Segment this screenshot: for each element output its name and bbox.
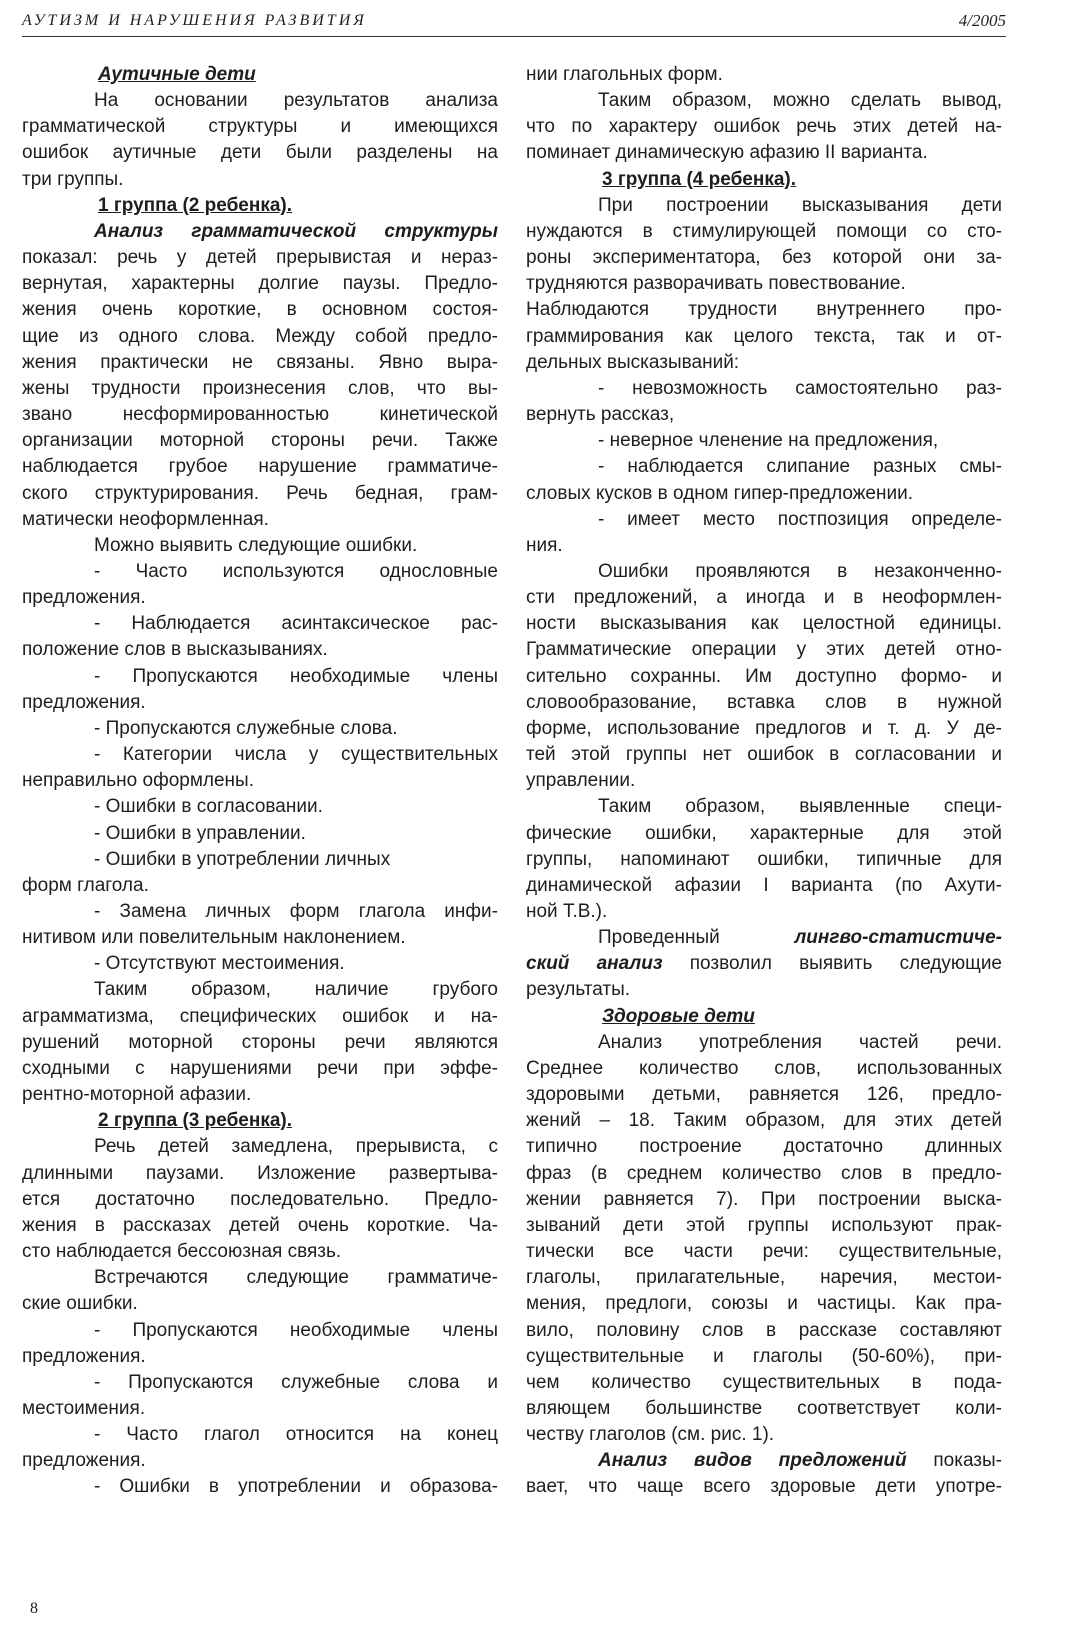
text-line <box>22 1422 498 1448</box>
text-line <box>22 1448 498 1474</box>
text-line <box>526 1422 1002 1448</box>
text-line <box>22 1396 498 1422</box>
text-segment: щие из одного слова. Между собой предло- <box>22 325 498 347</box>
text-segment: фраз (в среднем количество слов в предло- <box>526 1162 1002 1184</box>
text-segment: форме, использование предлогов и т. д. У де- <box>526 717 1002 739</box>
text-line <box>22 716 498 742</box>
text-line <box>22 821 498 847</box>
text-segment: вернуть рассказ, <box>526 404 675 426</box>
text-segment: словообразование, вставка слов в нужной <box>526 691 1002 713</box>
text-segment: рентно-моторной афазии. <box>22 1084 252 1106</box>
text-segment: предложения. <box>22 1450 146 1472</box>
text-segment: существительные и глаголы (50-60%), при- <box>526 1345 1002 1367</box>
text-segment: неправильно оформлены. <box>22 770 254 792</box>
text-segment: - неверное членение на предложения, <box>598 430 939 452</box>
text-segment: тически все части речи: существительные, <box>526 1241 1002 1263</box>
text-segment: - Наблюдается асинтаксическое рас- <box>94 613 498 635</box>
text-segment: рушений моторной стороны речи являются <box>22 1031 498 1053</box>
text-line <box>22 1161 498 1187</box>
text-line <box>526 794 1002 820</box>
text-segment: форм глагола. <box>22 874 149 896</box>
text-segment: предложения. <box>22 587 146 609</box>
text-line <box>22 1265 498 1291</box>
text-segment: сительно сохранны. Им доступно формо- и <box>526 665 1002 687</box>
text-segment: длинными паузами. Изложение развертыва- <box>22 1162 498 1184</box>
text-line <box>22 245 498 271</box>
text-line <box>22 899 498 925</box>
text-segment: Таким образом, можно сделать вывод, <box>598 90 1002 112</box>
text-segment: Ошибки проявляются в незаконченно- <box>598 560 1002 582</box>
text-line <box>526 297 1002 323</box>
text-line <box>526 62 1002 88</box>
text-segment: - Ошибки в согласовании. <box>94 796 323 818</box>
text-segment: предложения. <box>22 1345 146 1367</box>
text-line <box>22 376 498 402</box>
text-segment: - Часто используются однословные <box>94 560 498 582</box>
text-segment: тей этой группы нет ошибок в согласовании и <box>526 744 1002 766</box>
text-line <box>526 1082 1002 1108</box>
text-line <box>526 140 1002 166</box>
text-line <box>526 1344 1002 1370</box>
text-line <box>526 402 1002 428</box>
text-line <box>526 245 1002 271</box>
text-segment: нуждаются в стимулирующей помощи со сто- <box>526 220 1002 242</box>
text-line <box>526 873 1002 899</box>
text-segment: предложения. <box>22 691 146 713</box>
text-line <box>22 1370 498 1396</box>
text-segment: Наблюдаются трудности внутреннего про- <box>526 299 1002 321</box>
text-line <box>22 873 498 899</box>
text-line <box>22 1291 498 1317</box>
text-segment: Таким образом, наличие грубого <box>94 979 498 1001</box>
text-segment: Анализ употребления частей речи. <box>598 1031 1002 1053</box>
text-line <box>22 559 498 585</box>
text-segment: организации моторной стороны речи. Также <box>22 430 498 452</box>
text-line <box>22 664 498 690</box>
text-line <box>526 1474 1002 1500</box>
text-segment: ния. <box>526 534 563 556</box>
text-line <box>526 951 1002 977</box>
text-line <box>22 1344 498 1370</box>
text-segment: Таким образом, выявленные специ- <box>598 796 1002 818</box>
section-heading <box>22 62 498 88</box>
right-column <box>526 62 1002 1501</box>
text-line <box>526 1187 1002 1213</box>
text-segment: сто наблюдается бессоюзная связь. <box>22 1241 342 1263</box>
text-segment: Аутичные дети <box>98 64 256 85</box>
emphasis-text: ский анализ <box>526 953 663 975</box>
text-line <box>22 1187 498 1213</box>
text-line <box>526 847 1002 873</box>
text-line <box>526 716 1002 742</box>
text-segment: трудняются разворачивать повествование. <box>526 273 906 295</box>
text-segment: - Ошибки в употреблении личных <box>94 848 391 870</box>
text-segment: динамической афазии I варианта (по Ахути- <box>526 874 1002 896</box>
text-line <box>526 376 1002 402</box>
text-segment: честву глаголов (см. рис. 1). <box>526 1424 775 1446</box>
text-line <box>526 193 1002 219</box>
text-segment: ские ошибки. <box>22 1293 138 1315</box>
text-segment: жения практически не связаны. Явно выра- <box>22 351 498 373</box>
text-segment: Грамматические операции у этих детей отно- <box>526 639 1002 661</box>
text-line <box>526 1370 1002 1396</box>
text-segment: На основании результатов анализа <box>94 90 498 112</box>
text-line <box>22 1213 498 1239</box>
section-heading <box>526 1004 1002 1030</box>
text-segment: 3 группа (4 ребенка). <box>602 168 797 190</box>
text-line <box>526 821 1002 847</box>
section-heading <box>526 167 1002 193</box>
text-segment: фические ошибки, характерные для этой <box>526 822 1002 844</box>
text-line <box>526 1056 1002 1082</box>
text-line <box>22 925 498 951</box>
text-segment: - Пропускаются необходимые члены <box>94 665 498 687</box>
text-line <box>526 611 1002 637</box>
text-line <box>526 271 1002 297</box>
text-segment: позволил выявить следующие <box>662 953 1002 975</box>
text-line <box>22 1318 498 1344</box>
text-segment: - невозможность самостоятельно раз- <box>598 377 1002 399</box>
text-segment: вило, половину слов в рассказе составляют <box>526 1319 1002 1341</box>
text-line <box>526 481 1002 507</box>
text-segment: вернутая, характерны долгие паузы. Предло- <box>22 273 498 295</box>
text-line <box>22 1004 498 1030</box>
text-line <box>22 350 498 376</box>
text-segment: матически неоформленная. <box>22 508 269 530</box>
text-line <box>22 428 498 454</box>
text-line <box>526 1030 1002 1056</box>
text-line <box>526 454 1002 480</box>
text-line <box>22 88 498 114</box>
text-line <box>22 481 498 507</box>
text-segment: что по характеру ошибок речь этих детей на- <box>526 116 1002 138</box>
text-line <box>526 507 1002 533</box>
text-line <box>22 768 498 794</box>
text-line <box>526 637 1002 663</box>
text-line <box>526 1108 1002 1134</box>
text-segment: 1 группа (2 ребенка). <box>98 194 293 216</box>
text-segment: жений – 18. Таким образом, для этих детей <box>526 1110 1002 1132</box>
text-segment: местоимения. <box>22 1397 146 1419</box>
text-segment: - Категории числа у существительных <box>94 744 498 766</box>
text-line <box>22 690 498 716</box>
text-line <box>22 1030 498 1056</box>
text-segment: группы, напоминают ошибки, типичные для <box>526 848 1002 870</box>
text-segment: - Часто глагол относится на конец <box>94 1424 498 1446</box>
text-line <box>526 977 1002 1003</box>
text-line <box>526 1213 1002 1239</box>
text-segment: 2 группа (3 ребенка). <box>98 1110 293 1132</box>
text-segment: жены трудности произнесения слов, что вы- <box>22 377 498 399</box>
emphasis-text: Анализ грамматической структуры <box>94 220 498 242</box>
text-segment: вляющем большинстве соответствует коли- <box>526 1397 1002 1419</box>
text-segment: зываний дети этой группы используют прак- <box>526 1214 1002 1236</box>
text-segment: дельных высказываний: <box>526 351 740 373</box>
left-column <box>22 62 498 1501</box>
text-segment: Можно выявить следующие ошибки. <box>94 534 418 556</box>
text-line <box>22 1134 498 1160</box>
text-line <box>526 1291 1002 1317</box>
text-line <box>526 559 1002 585</box>
text-segment: здоровыми детьми, равняется 126, предло- <box>526 1084 1002 1106</box>
text-segment: положение слов в высказываниях. <box>22 639 328 661</box>
text-segment: глаголы, прилагательные, наречия, местои- <box>526 1267 1002 1289</box>
text-segment: ского структурирования. Речь бедная, грам- <box>22 482 498 504</box>
text-line <box>22 951 498 977</box>
text-line <box>526 1318 1002 1344</box>
text-segment: словых кусков в одном гипер-предложении. <box>526 482 913 504</box>
text-segment: Среднее количество слов, использованных <box>526 1057 1002 1079</box>
text-line <box>526 219 1002 245</box>
text-segment: ности высказывания как целостной единицы. <box>526 613 1002 635</box>
text-line <box>22 167 498 193</box>
running-header <box>22 10 1006 37</box>
issue-number: 4/2005 <box>958 11 1006 30</box>
text-line <box>22 847 498 873</box>
text-line <box>526 1396 1002 1422</box>
text-segment: - Отсутствуют местоимения. <box>94 953 345 975</box>
text-segment: Здоровые дети <box>602 1005 755 1027</box>
text-segment: граммирования как целого текста, так и от- <box>526 325 1002 347</box>
text-line <box>22 1239 498 1265</box>
text-line <box>22 637 498 663</box>
text-segment: типично построение достаточно длинных <box>526 1136 1002 1158</box>
text-line <box>526 1161 1002 1187</box>
text-segment: поминает динамическую афазию II варианта. <box>526 142 928 164</box>
text-line <box>22 140 498 166</box>
text-line <box>22 533 498 559</box>
text-line <box>526 768 1002 794</box>
text-line <box>526 1134 1002 1160</box>
text-line <box>526 899 1002 925</box>
text-line <box>22 324 498 350</box>
text-segment: - наблюдается слипание разных смы- <box>598 456 1002 478</box>
text-line <box>22 585 498 611</box>
text-line <box>526 88 1002 114</box>
text-segment: - Пропускаются необходимые члены <box>94 1319 498 1341</box>
text-segment: ной Т.В.). <box>526 901 608 922</box>
text-line <box>22 271 498 297</box>
emphasis-text: Анализ видов предложений <box>598 1450 907 1472</box>
section-heading <box>22 193 498 219</box>
text-line <box>526 1239 1002 1265</box>
text-segment: - имеет место постпозиция определе- <box>598 508 1002 530</box>
text-segment: - Замена личных форм глагола инфи- <box>94 901 498 922</box>
text-line <box>22 611 498 637</box>
text-segment: сходными с нарушениями речи при эффе- <box>22 1057 498 1079</box>
text-line <box>22 1056 498 1082</box>
text-line <box>526 664 1002 690</box>
text-line <box>526 585 1002 611</box>
text-line <box>22 507 498 533</box>
text-segment: управлении. <box>526 770 636 792</box>
text-line <box>22 794 498 820</box>
text-line <box>22 1474 498 1500</box>
text-segment: ошибок аутичные дети были разделены на <box>22 142 498 164</box>
text-segment: мения, предлоги, союзы и частицы. Как пра- <box>526 1293 1002 1315</box>
text-segment: нитивом или повелительным наклонением. <box>22 927 406 949</box>
text-line <box>22 1082 498 1108</box>
text-segment: грамматической структуры и имеющихся <box>22 116 498 138</box>
text-segment: Встречаются следующие грамматиче- <box>94 1267 498 1289</box>
text-line <box>526 428 1002 454</box>
text-segment: - Пропускаются служебные слова и <box>94 1371 498 1393</box>
text-line <box>22 219 498 245</box>
text-segment: вает, что чаще всего здоровые дети употре- <box>526 1476 1002 1498</box>
text-segment: чем количество существительных в пода- <box>526 1371 1002 1393</box>
text-line <box>526 1448 1002 1474</box>
text-segment: результаты. <box>526 979 631 1001</box>
text-line <box>526 324 1002 350</box>
text-segment: Проведенный <box>598 927 795 949</box>
text-line <box>22 977 498 1003</box>
text-line <box>22 742 498 768</box>
text-segment: ется достаточно последовательно. Предло- <box>22 1188 498 1210</box>
text-line <box>526 114 1002 140</box>
text-segment: три группы. <box>22 168 124 190</box>
text-segment: звано несформированностью кинетической <box>22 404 498 426</box>
text-segment: показы- <box>906 1450 1002 1472</box>
text-segment: жении равняется 7). При построении выска- <box>526 1188 1002 1210</box>
text-segment: показал: речь у детей прерывистая и нераз- <box>22 247 498 269</box>
text-line <box>22 454 498 480</box>
text-line <box>526 925 1002 951</box>
text-line <box>22 114 498 140</box>
text-segment: При построении высказывания дети <box>598 194 1002 216</box>
text-segment: аграмматизма, специфических ошибок и на- <box>22 1005 498 1027</box>
page-number: 8 <box>30 1600 38 1617</box>
text-line <box>22 297 498 323</box>
journal-title: АУТИЗМ И НАРУШЕНИЯ РАЗВИТИЯ <box>22 12 367 29</box>
text-segment: сти предложений, а иногда и в неоформлен- <box>526 587 1002 609</box>
emphasis-text: лингво-статистиче- <box>794 927 1002 949</box>
text-segment: жения очень короткие, в основном состоя- <box>22 299 498 321</box>
text-line <box>526 742 1002 768</box>
text-line <box>526 533 1002 559</box>
text-segment: Речь детей замедлена, прерывиста, с <box>94 1136 498 1158</box>
text-segment: нии глагольных форм. <box>526 64 723 85</box>
section-heading <box>22 1108 498 1134</box>
text-segment: - Пропускаются служебные слова. <box>94 717 398 739</box>
text-line <box>22 402 498 428</box>
text-line <box>526 1265 1002 1291</box>
text-line <box>526 350 1002 376</box>
text-segment: наблюдается грубое нарушение грамматиче- <box>22 456 498 478</box>
text-line <box>526 690 1002 716</box>
text-segment: - Ошибки в управлении. <box>94 822 306 844</box>
text-segment: жения в рассказах детей очень короткие. Ча- <box>22 1214 498 1236</box>
text-segment: роны экспериментатора, без которой они за- <box>526 247 1002 269</box>
text-segment: - Ошибки в употреблении и образова- <box>94 1476 498 1498</box>
